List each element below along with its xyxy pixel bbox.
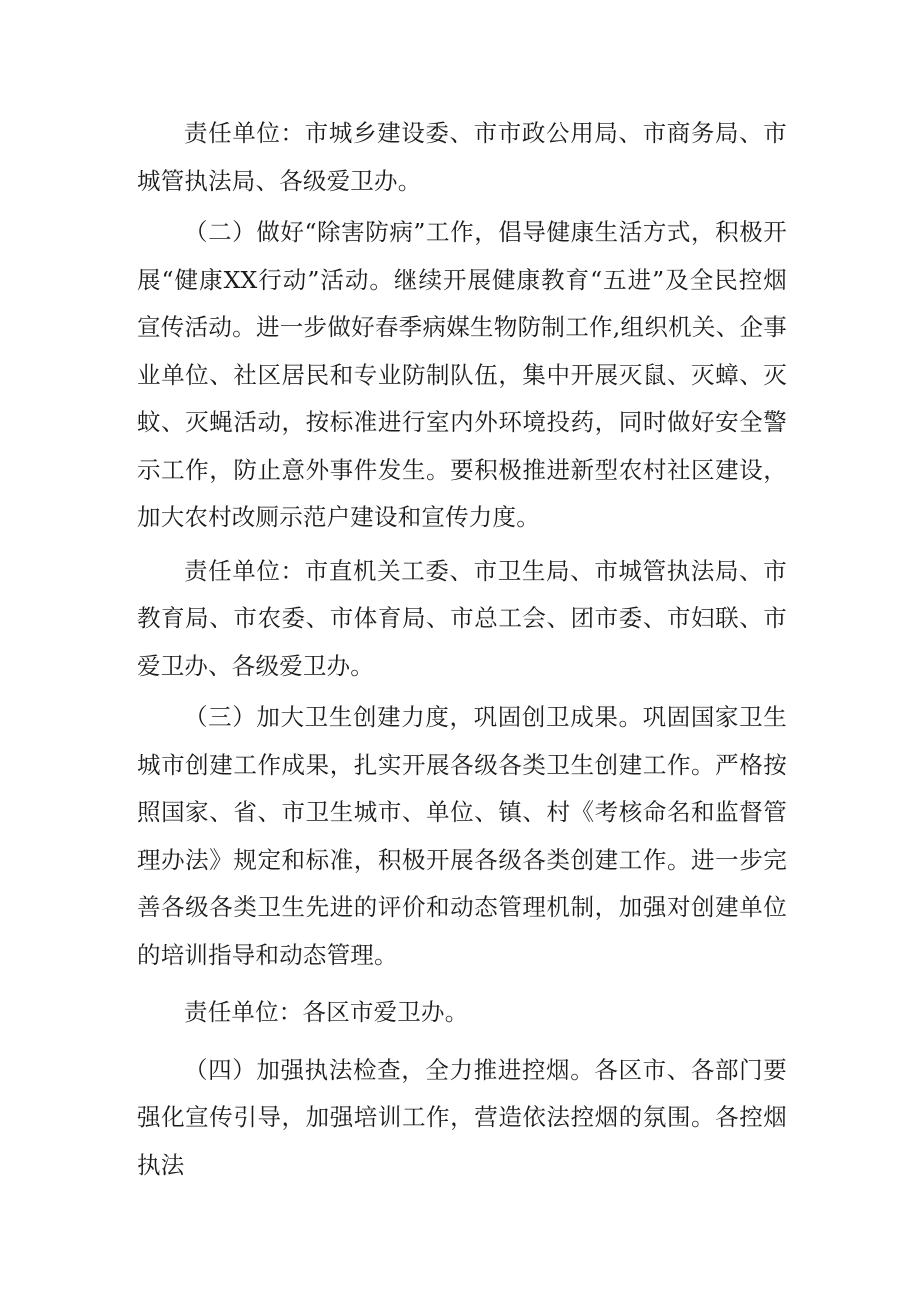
paragraph-section-2: （二）做好“除害防病”工作，倡导健康生活方式，积极开展“健康XX行动”活动。继续开展健康教育“五进”及全民控烟宣传活动。进一步做好春季病媒生物防制工作,组织机关、企事业单位、社区居民和专业防制队伍，集中开展灭鼠、灭蟑、灭蚊、灭蝇活动，按标准进行室内外环境投药，同时做好安全警示工作，防止意外事件发生。要积极推进新型农村社区建设，加大农村改厕示范户建设和宣传力度。 bbox=[137, 218, 787, 531]
paragraph-section-3: （三）加大卫生创建力度，巩固创卫成果。巩固国家卫生城市创建工作成果，扎实开展各级各类卫生创建工作。严格按照国家、省、市卫生城市、单位、镇、村《考核命名和监督管理办法》规定和标准，积极开展各级各类创建工作。进一步完善各级各类卫生先进的评价和动态管理机制，加强对创建单位的培训指导和动态管理。 bbox=[137, 703, 787, 969]
paragraph-responsible-units-1: 责任单位：市城乡建设委、市市政公用局、市商务局、市城管执法局、各级爱卫办。 bbox=[137, 119, 787, 195]
paragraph-responsible-units-2: 责任单位：市直机关工委、市卫生局、市城管执法局、市教育局、市农委、市体育局、市总工会、团市委、市妇联、市爱卫办、各级爱卫办。 bbox=[137, 556, 787, 680]
paragraph-responsible-units-3: 责任单位：各区市爱卫办。 bbox=[184, 998, 469, 1026]
paragraph-section-4: （四）加强执法检查，全力推进控烟。各区市、各部门要强化宣传引导，加强培训工作，营造依法控烟的氛围。各控烟执法 bbox=[137, 1055, 787, 1179]
document-body bbox=[137, 110, 787, 1189]
